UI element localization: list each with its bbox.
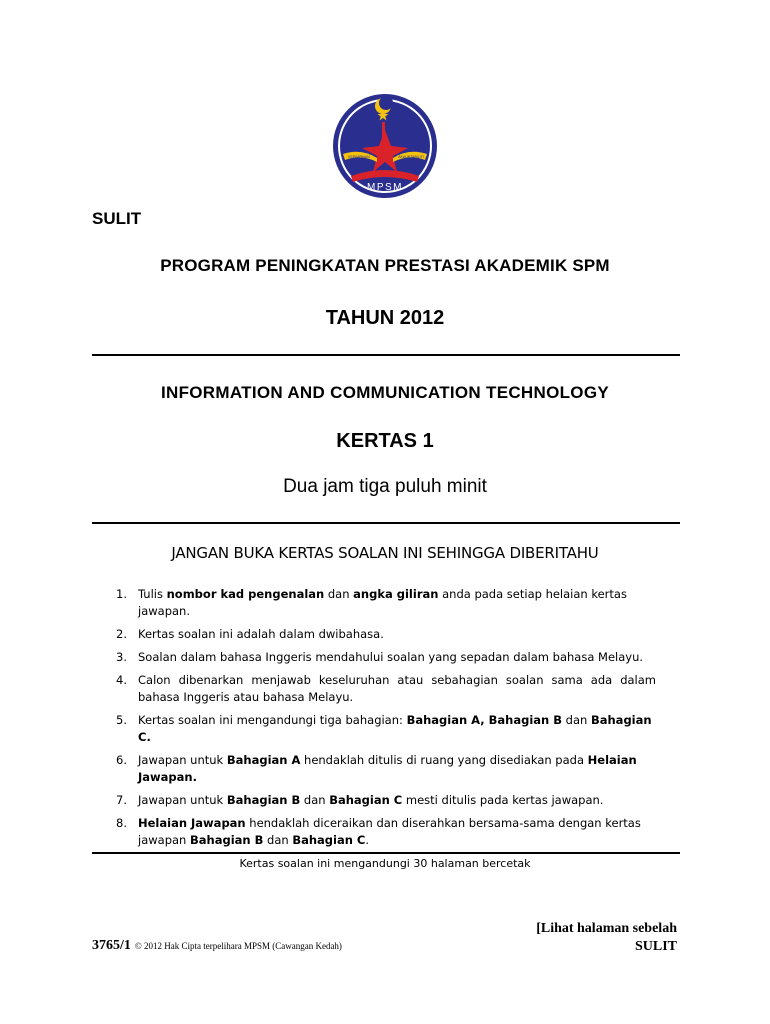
subject-title: INFORMATION AND COMMUNICATION TECHNOLOGY: [161, 383, 609, 402]
instruction-item: [116, 586, 656, 620]
year-title: TAHUN 2012: [325, 307, 445, 329]
copyright: © 2012 Hak Cipta terpelihara MPSM (Cawangan Kedah): [134, 941, 342, 951]
instruction-text: Jawapan untuk: [138, 793, 227, 807]
sulit-footer: SULIT: [634, 939, 677, 954]
page-turn-note: [536, 920, 677, 956]
instruction-text: anda pada setiap helaian kertas jawapan.: [138, 587, 627, 618]
instruction-emphasis: angka giliran: [353, 587, 439, 601]
instruction-text: dan: [324, 587, 354, 601]
instruction-emphasis: Helaian Jawapan.: [138, 753, 637, 784]
mpsm-logo: [331, 92, 439, 200]
warning-text: JANGAN BUKA KERTAS SOALAN INI SEHINGGA DIBERITAHU: [171, 544, 599, 562]
instruction-text: Tulis: [138, 587, 167, 601]
instruction-text: dan: [300, 793, 330, 807]
divider-bottom: [92, 852, 680, 854]
pages-note: Kertas soalan ini mengandungi 30 halaman bercetak: [239, 857, 531, 870]
instruction-emphasis: Bahagian B: [190, 833, 264, 847]
instruction-emphasis: Bahagian B: [226, 793, 301, 807]
instruction-emphasis: Bahagian C.: [138, 713, 652, 744]
instruction-emphasis: Bahagian A: [226, 753, 301, 767]
divider-top: [92, 354, 680, 356]
instruction-emphasis: Bahagian A, Bahagian B: [406, 713, 563, 727]
instruction-item: [116, 672, 656, 706]
instruction-text: Jawapan untuk: [138, 753, 227, 767]
instruction-text: .: [365, 833, 370, 847]
instruction-number: 7.: [116, 793, 127, 807]
sulit-label: SULIT: [92, 209, 142, 228]
instruction-item: [116, 792, 656, 809]
instruction-number: 4.: [116, 673, 127, 687]
instruction-item: [116, 626, 656, 643]
instruction-item: [116, 712, 656, 746]
instruction-item: [116, 815, 656, 849]
instruction-text: Kertas soalan ini adalah dalam dwibahasa.: [138, 627, 384, 641]
instruction-text: dan: [562, 713, 591, 727]
paper-code-number: 3765/1: [92, 938, 131, 953]
instruction-text: hendaklah ditulis di ruang yang disediakan pada: [300, 753, 588, 767]
program-title: PROGRAM PENINGKATAN PRESTASI AKADEMIK SPM: [160, 256, 610, 275]
instruction-emphasis: Bahagian C: [292, 833, 366, 847]
instruction-number: 8.: [116, 816, 127, 830]
instruction-number: 5.: [116, 713, 127, 727]
instruction-number: 6.: [116, 753, 127, 767]
lihat-text: [Lihat halaman sebelah: [536, 921, 677, 936]
instruction-text: dan: [263, 833, 293, 847]
divider-middle: [92, 522, 680, 524]
instruction-number: 1.: [116, 587, 127, 601]
instruction-emphasis: Helaian Jawapan: [138, 816, 246, 830]
instruction-text: Soalan dalam bahasa Inggeris mendahului soalan yang sepadan dalam bahasa Melayu.: [138, 650, 644, 664]
instruction-text: mesti ditulis pada kertas jawapan.: [402, 793, 604, 807]
paper-number: KERTAS 1: [336, 430, 434, 452]
instruction-text: hendaklah diceraikan dan diserahkan bersama-sama dengan kertas jawapan: [138, 816, 641, 847]
instruction-number: 2.: [116, 627, 127, 641]
logo-text: MPSM: [367, 182, 403, 193]
logo-ribbon-left: KEPIMPINAN: [348, 155, 370, 159]
logo-ribbon-right: AKAUNTABILITI: [398, 155, 424, 159]
instructions-list: [116, 586, 656, 855]
instruction-text: Kertas soalan ini mengandungi tiga bahagian:: [138, 713, 407, 727]
instruction-item: [116, 649, 656, 666]
instruction-item: [116, 752, 656, 786]
instruction-number: 3.: [116, 650, 127, 664]
instruction-emphasis: Bahagian C: [329, 793, 403, 807]
duration: Dua jam tiga puluh minit: [283, 476, 487, 497]
instruction-text: Calon dibenarkan menjawab keseluruhan atau sebahagian soalan sama ada dalam bahasa Inggeris atau bahasa Melayu.: [138, 673, 656, 704]
paper-code: [92, 938, 342, 954]
instruction-emphasis: nombor kad pengenalan: [166, 587, 325, 601]
